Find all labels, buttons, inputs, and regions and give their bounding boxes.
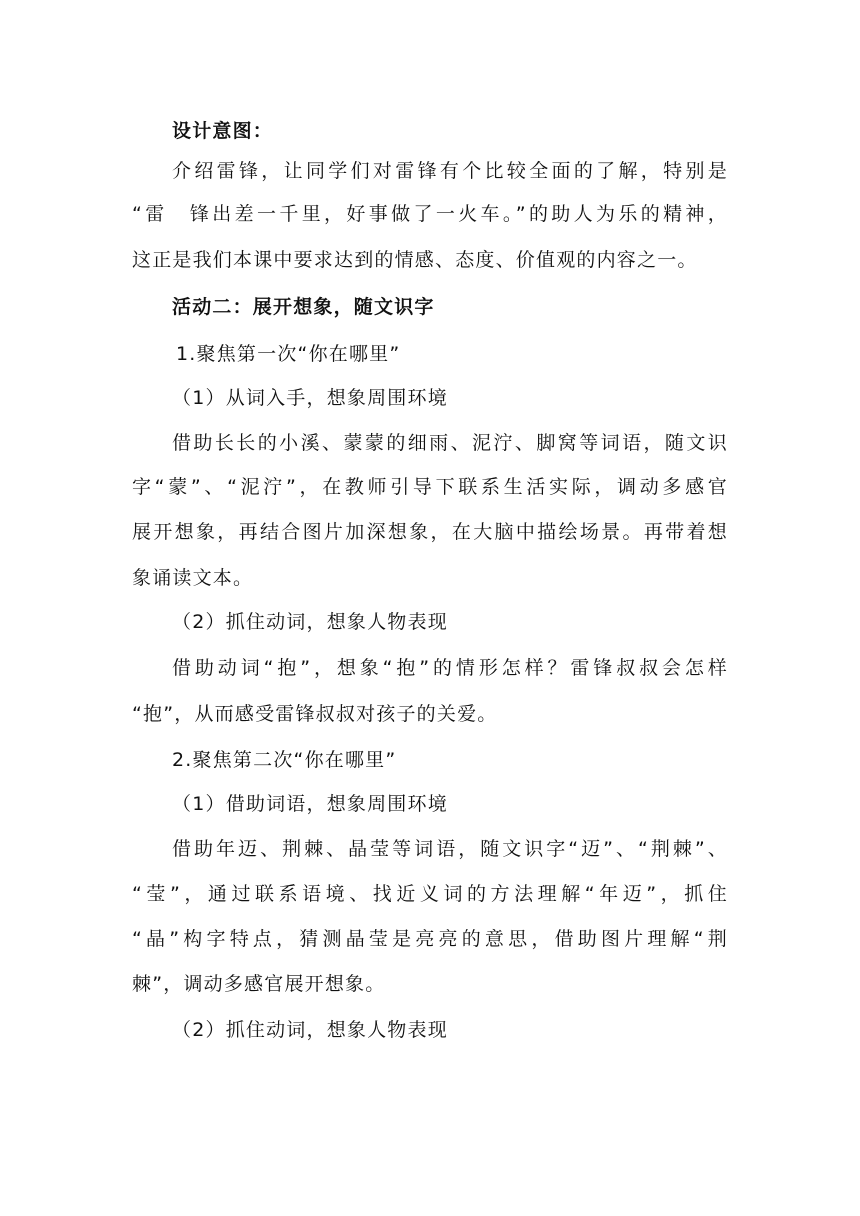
- paragraph-line: 象诵读文本。: [132, 567, 254, 589]
- focus-one-sub-one-title: （1）从词入手，想象周围环境: [172, 387, 448, 409]
- paragraph-line: 棘”，调动多感官展开想象。: [132, 973, 386, 995]
- paragraph-line: 字“蒙”、“泥泞”，在教师引导下联系生活实际，调动多感官: [132, 476, 728, 498]
- paragraph-line: “莹”，通过联系语境、找近义词的方法理解“年迈”，抓住: [132, 883, 728, 905]
- paragraph-line: 借助动词“抱”，想象“抱”的情形怎样？雷锋叔叔会怎样: [172, 657, 728, 679]
- paragraph-line: “雷 锋出差一千里，好事做了一火车。”的助人为乐的精神，: [132, 203, 728, 225]
- paragraph-line: “抱”，从而感受雷锋叔叔对孩子的关爱。: [132, 703, 498, 725]
- paragraph-line: 介绍雷锋，让同学们对雷锋有个比较全面的了解，特别是: [172, 160, 728, 182]
- paragraph-line: 展开想象，再结合图片加深想象，在大脑中描绘场景。再带着想: [132, 521, 728, 543]
- paragraph-line: 借助年迈、荆棘、晶莹等词语，随文识字“迈”、“荆棘”、: [172, 838, 728, 860]
- focus-one-sub-two-title: （2）抓住动词，想象人物表现: [172, 611, 448, 633]
- section-heading: 设计意图：: [172, 120, 274, 142]
- activity-heading: 活动二：展开想象，随文识字: [172, 296, 435, 318]
- focus-two-sub-one-title: （1）借助词语，想象周围环境: [172, 793, 448, 815]
- paragraph-line: 借助长长的小溪、蒙蒙的细雨、泥泞、脚窝等词语，随文识: [172, 432, 728, 454]
- focus-one-title: 1.聚焦第一次“你在哪里”: [176, 343, 401, 365]
- paragraph-line: “晶”构字特点，猜测晶莹是亮亮的意思，借助图片理解“荆: [132, 928, 728, 950]
- focus-two-sub-two-title: （2）抓住动词，想象人物表现: [172, 1019, 448, 1041]
- paragraph-line: 这正是我们本课中要求达到的情感、态度、价值观的内容之一。: [132, 249, 698, 271]
- focus-two-title: 2.聚焦第二次“你在哪里”: [172, 749, 397, 771]
